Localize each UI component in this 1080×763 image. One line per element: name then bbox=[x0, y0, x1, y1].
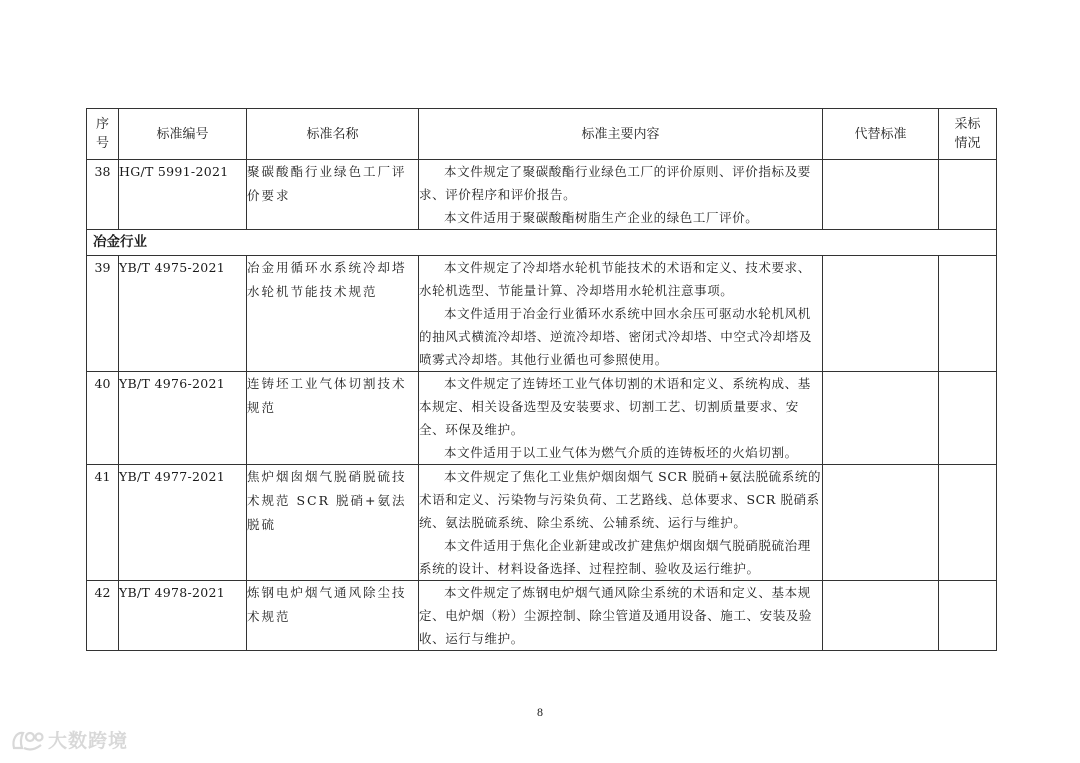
row-number: 42 bbox=[87, 581, 119, 651]
standard-content bbox=[419, 465, 823, 581]
content-paragraph: 本文件规定了连铸坯工业气体切割的术语和定义、系统构成、基本规定、相关设备选型及安装要求、切割工艺、切割质量要求、安全、环保及维护。 bbox=[419, 376, 811, 437]
content-paragraph: 本文件规定了聚碳酸酯行业绿色工厂的评价原则、评价指标及要求、评价程序和评价报告。 bbox=[419, 164, 811, 202]
standard-content bbox=[419, 160, 823, 230]
table-row bbox=[87, 372, 997, 465]
header-content: 标准主要内容 bbox=[419, 109, 823, 160]
standard-name: 焦炉烟囱烟气脱硝脱硫技术规范 SCR 脱硝+氨法脱硫 bbox=[247, 465, 419, 581]
adoption-status bbox=[939, 160, 997, 230]
section-row bbox=[87, 230, 997, 256]
section-title: 冶金行业 bbox=[87, 230, 997, 256]
replaced-standard bbox=[823, 465, 939, 581]
standard-name: 连铸坯工业气体切割技术规范 bbox=[247, 372, 419, 465]
adoption-status bbox=[939, 581, 997, 651]
row-number: 41 bbox=[87, 465, 119, 581]
standard-name: 炼钢电炉烟气通风除尘技术规范 bbox=[247, 581, 419, 651]
adoption-status bbox=[939, 372, 997, 465]
standard-content bbox=[419, 256, 823, 372]
standard-content bbox=[419, 581, 823, 651]
header-row bbox=[87, 109, 997, 160]
adoption-status bbox=[939, 256, 997, 372]
content-paragraph: 本文件适用于焦化企业新建或改扩建焦炉烟囱烟气脱硝脱硫治理系统的设计、材料设备选择、过程控制、验收及运行维护。 bbox=[419, 538, 811, 576]
standard-name: 冶金用循环水系统冷却塔水轮机节能技术规范 bbox=[247, 256, 419, 372]
standard-code: YB/T 4978-2021 bbox=[119, 581, 247, 651]
replaced-standard bbox=[823, 581, 939, 651]
standard-code: HG/T 5991-2021 bbox=[119, 160, 247, 230]
watermark bbox=[10, 726, 128, 753]
watermark-text: 大数跨境 bbox=[48, 730, 129, 752]
replaced-standard bbox=[823, 160, 939, 230]
replaced-standard bbox=[823, 256, 939, 372]
watermark-logo-icon bbox=[10, 728, 44, 752]
header-code: 标准编号 bbox=[119, 109, 247, 160]
content-paragraph: 本文件规定了炼钢电炉烟气通风除尘系统的术语和定义、基本规定、电炉烟（粉）尘源控制、除尘管道及通用设备、施工、安装及验收、运行与维护。 bbox=[419, 585, 813, 646]
standard-code: YB/T 4976-2021 bbox=[119, 372, 247, 465]
header-seq: 序号 bbox=[87, 109, 119, 160]
table-row bbox=[87, 160, 997, 230]
row-number: 38 bbox=[87, 160, 119, 230]
row-number: 39 bbox=[87, 256, 119, 372]
row-number: 40 bbox=[87, 372, 119, 465]
content-paragraph: 本文件适用于聚碳酸酯树脂生产企业的绿色工厂评价。 bbox=[444, 210, 759, 225]
content-paragraph: 本文件适用于以工业气体为燃气介质的连铸板坯的火焰切割。 bbox=[444, 445, 798, 460]
standards-table bbox=[86, 108, 997, 651]
adoption-status bbox=[939, 465, 997, 581]
table-row bbox=[87, 581, 997, 651]
content-paragraph: 本文件规定了焦化工业焦炉烟囱烟气 SCR 脱硝+氨法脱硫系统的术语和定义、污染物与污染负荷、工艺路线、总体要求、SCR 脱硝系统、氨法脱硫系统、除尘系统、公辅系统、运行与维护。 bbox=[419, 469, 822, 530]
header-adoption: 采标情况 bbox=[939, 109, 997, 160]
content-paragraph: 本文件规定了冷却塔水轮机节能技术的术语和定义、技术要求、水轮机选型、节能量计算、冷却塔用水轮机注意事项。 bbox=[419, 260, 811, 298]
content-paragraph: 本文件适用于冶金行业循环水系统中回水余压可驱动水轮机风机的抽风式横流冷却塔、逆流冷却塔、密闭式冷却塔、中空式冷却塔及喷雾式冷却塔。其他行业循也可参照使用。 bbox=[419, 306, 813, 367]
standard-code: YB/T 4975-2021 bbox=[119, 256, 247, 372]
standard-name: 聚碳酸酯行业绿色工厂评价要求 bbox=[247, 160, 419, 230]
header-replaced: 代替标准 bbox=[823, 109, 939, 160]
table-row bbox=[87, 465, 997, 581]
replaced-standard bbox=[823, 372, 939, 465]
table-row bbox=[87, 256, 997, 372]
header-name: 标准名称 bbox=[247, 109, 419, 160]
standard-code: YB/T 4977-2021 bbox=[119, 465, 247, 581]
standard-content bbox=[419, 372, 823, 465]
page-number: 8 bbox=[537, 705, 543, 719]
